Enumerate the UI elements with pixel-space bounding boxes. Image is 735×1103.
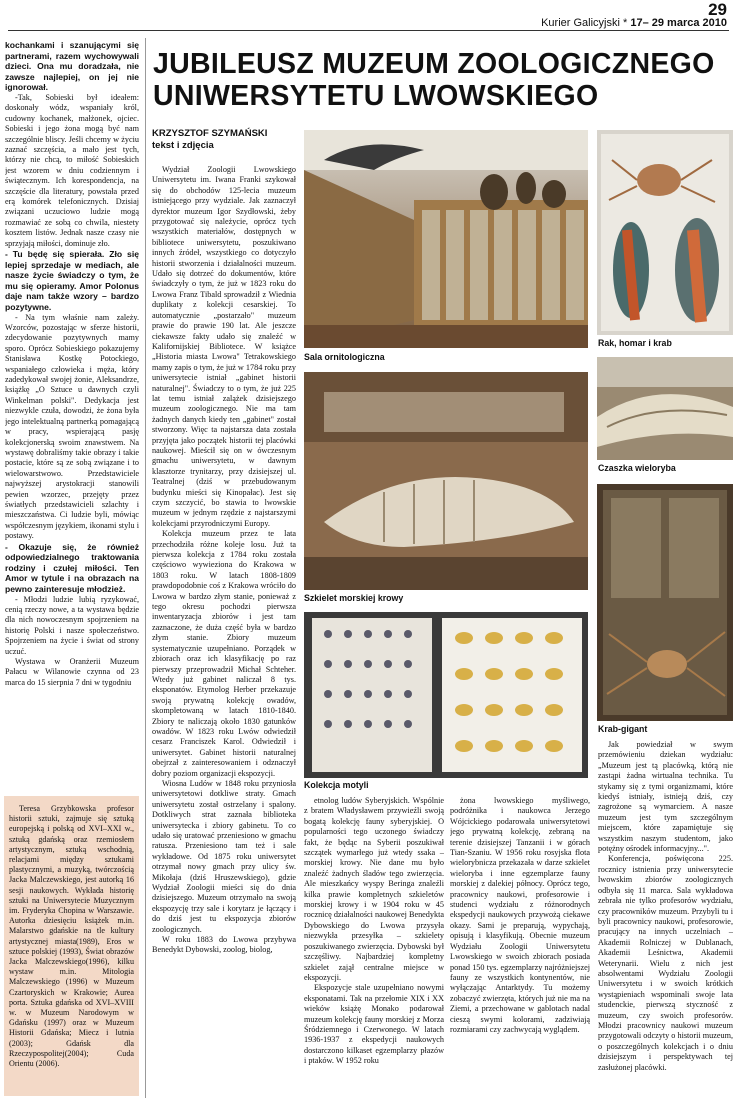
page-number: 29 bbox=[708, 0, 727, 19]
caption-butterflies: Kolekcja motyli bbox=[304, 780, 369, 790]
interview-answer: - Młodzi ludzie lubią ryzykować, cenią rzeczy nowe, a ta wystawa będzie dla nich nowoczesnym spojrzeniem na historię Polski i nasze społeczeństwo. Spojrzeniem na życie i świat od strony uczuć. bbox=[5, 594, 139, 656]
caption-ornithology: Sala ornitologiczna bbox=[304, 352, 385, 362]
running-header bbox=[541, 17, 727, 29]
interview-answer: -Tak, Sobieski był ideałem: doskonały wódz, wspaniały król, cudowny kochanek, małżonek, ojciec. Sobieski i jego żona mogą być nam szczególnie bliscy. Jeśli chcemy w życiu zaznać szczęścia, a mało jest tych, którzy nie chcą, to miłość Sobieskich jest wzorem w dniu codziennym i świątecznym. Ich korespondencja, na szczęście dla literatury, powstała przed erą komórek telefonicznych. Dzisiaj związani uczuciowo ludzie mogą rozmawiać ze sobą co chwila, niestety kosztem listów. Jednak nasze czasy nie sprzyjają miłości, dominuje zło. bbox=[5, 92, 139, 248]
article-column-1 bbox=[152, 165, 296, 1100]
caption-whale-skull: Czaszka wieloryba bbox=[598, 463, 676, 473]
article-title bbox=[153, 48, 733, 112]
exhibition-info: Wystawa w Oranżerii Muzeum Pałacu w Wilanowie czynna od 23 marca do 15 sierpnia 7 dni w tygodniu bbox=[5, 656, 139, 687]
article-column-3 bbox=[450, 796, 590, 1100]
photo-butterfly-collection bbox=[304, 612, 588, 778]
author-name: KRZYSZTOF SZYMAŃSKI bbox=[152, 128, 268, 139]
author-bio-text bbox=[9, 804, 134, 1092]
giant-crab-image bbox=[597, 484, 733, 721]
column-divider bbox=[145, 38, 146, 1098]
header-rule bbox=[8, 30, 729, 31]
butterfly-collection-image bbox=[304, 612, 588, 778]
interview-question: - Tu będę się spierała. Zło się lepiej sprzedaje w mediach, ale nasze życie świadczy o tym, że mu się opieramy. Amor Polonus daje nam także wzory – bardzo pozytywne. bbox=[5, 249, 139, 313]
issue-date: 17– 29 marca 2010 bbox=[630, 17, 727, 29]
article-paragraph: Jak powiedział w swym przemówieniu dziekan wydziału: „Muzeum jest tą placówką, którą nie zastąpi żadna wirtualna technika. Tu stykamy się z tymi organizmami, które kiedyś istniały, istnieją dziś, czy zagrożone są wymarciem. A nasze muzeum jest tym szczególnym miejscem, które zapamiętuje się wszystkim naszym studentom, jako potężny ośrodek informacyjny...". bbox=[598, 740, 733, 854]
photo-giant-crab bbox=[597, 484, 733, 721]
interview-question: - Okazuje się, że również odpowiedzialnego traktowania rodziny i czułej miłości. Ten Amor w tytule i na obrazach na pewno zainteresuje młodzież. bbox=[5, 541, 139, 594]
sea-cow-skeleton-image bbox=[304, 372, 588, 590]
left-column bbox=[5, 40, 139, 788]
caption-sea-cow: Szkielet morskiej krowy bbox=[304, 593, 404, 603]
article-paragraph: Wydział Zoologii Lwowskiego Uniwersytetu im. Iwana Franki szykował się do obchodów 125-lecia muzeum istniejącego przy wydziale. Jak zaznaczył dyrektor muzeum Igor Szydłowski, żeby przygotować się należycie, oprócz tych wszystkich materiałów, dostępnych w bibliotece uniwersytetu, poszukiwano innych źródeł, wszystkiego co dotyczyło historii stworzenia i działalności muzeum. Udało się dotrzeć do dokumentów, które świadczyły o tym, że już w 1823 roku do Lwowa Franz Tibald sprowadził z Wiednia duplikaty z kolekcji cesarskiej. To automatycznie „postarzało" muzeum prawie do prawie 190 lat. Ale jeszcze ciekawsze fakty udało się znaleźć w Kalifornijskiej Bibliotece. W książce „Historia miasta Lwowa" Tetrakowskiego mamy zapis o tym, że już w 1784 roku przy uniwersytecie istniał „gabinet historii naturalnej". Świadczy to o tym, że już 225 lat temu istniał zalążek dzisiejszego muzeum zoologicznego. Nie ma tam żadnych danych kiedy ten „gabinet" został stworzony. Więc ta najstarsza data została przyjęta jako początek historii tej placówki naukowej. Mieścił się on w ówczesnym gmachu uniwersytetu, w dawnym klasztorze trynitarzy, przy dzisiejszej ul. Teatralnej (dziś w przebudowanym budynku mieści się Kinopałac). Jest się czym szczycić, bo stawia to lwowskie muzeum w jednym rzędzie z najstarszymi kolekcjami przyrodniczymi Europy. bbox=[152, 165, 296, 528]
author-bio-paragraph: Teresa Grzybkowska profesor historii sztuki, zajmuje się sztuką europejską i polską od XVI–XXI w., sztuką gdańską oraz rzemiosłem artystycznym, sztuką wschodnią, relacjami między sztukami plastycznymi, a muzyką, twórczością Jacka Malczewskiego, jest autorką 16 sesji naukowych. Wykłada historię sztuki na Uniwersytecie Muzycznym im. Fryderyka Chopina w Warszawie. Autorka dziesięciu książek m.in. Malarstwo gdańskie na tle kultury artystycznej miasta(1989), Eros w sztuce polskiej (1993), Świat obrazów Jacka Malczewskiego(1996), kilku wystaw m.in. Mitologia Malczewskiego (1996) w Muzeum Czartoryskich w Krakowie; Aurea porta. Sztuka gdańska od XVI–XVIII w. w Muzeum Narodowym w Gdańsku (1997) oraz w Muzeum Historii Gdańska; Miecz i lutnia (2003); Gdańsk dla Rzeczypospolitej(2004); Cuda Orientu (2006). bbox=[9, 804, 134, 1069]
photo-ornithology-hall bbox=[304, 130, 588, 348]
caption-lobster: Rak, homar i krab bbox=[598, 338, 672, 348]
whale-skull-image bbox=[597, 357, 733, 460]
title-line-2: UNIWERSYTETU LWOWSKIEGO bbox=[153, 80, 599, 112]
author-role: tekst i zdjęcia bbox=[152, 140, 214, 151]
author-bio-box bbox=[4, 796, 139, 1096]
ornithology-hall-image bbox=[304, 130, 588, 348]
header-separator: * bbox=[619, 17, 631, 29]
article-paragraph: Ekspozycje stale uzupełniano nowymi eksponatami. Tak na przełomie XIX i XX wieków książę Monako podarował muzeum kolekcję fauny morskiej z Morza Śródziemnego i Czerwonego. W latach 1936-1937 z ekspedycji naukowych dostarczono kilkaset egzemplarzy płazów i ptaków. W 1952 roku bbox=[304, 983, 444, 1066]
caption-crab: Krab-gigant bbox=[598, 724, 648, 734]
interview-question: kochankami i szanującymi się partnerami, razem wychowywali dzieci. Ona mu doradzała, nie zawsze najlepiej, on jej nie ignorował. bbox=[5, 40, 139, 93]
article-paragraph: Kolekcja muzeum przez te lata przechodziła różne koleje losu. Już ta pierwsza kolekcja z 1784 roku została częściowo wywieziona do Krakowa w 1803 roku. W latach 1808-1809 prawdopodobnie coś z Krakowa wróciło do Lwowa w bardzo złym stanie, ponieważ z tego okresu pochodzi pierwsza inwentaryzacja zbiorów i jest tam zaznaczone, że duża część była w bardzo złym stanie. Zbiory muzeum systematycznie uzupełniano. Porządek w zbiorach oraz ich klasyfikację po raz pierwszy przeprowadził Michał Schteher. Wtedy już gabinet naliczał 8 tys. eksponatów. Etymolog Herber przekazuje swoją prywatną kolekcję owadów, skompletowaną w latach 1810-1840. Zbiory te naliczają około 1830 gatunków owadów. W 1823 roku Lwów odwiedził cesarz Franciszek Karol. Odwiedził i uniwersytet. Gabinet historii naturalnej obejrzał z zainteresowaniem i odznaczył dobry poziom organizacji ekspozycji. bbox=[152, 529, 296, 778]
article-paragraph: W roku 1883 do Lwowa przybywa Benedykt Dybowski, zoolog, biolog, bbox=[152, 935, 296, 955]
article-paragraph: Konferencja, poświęcona 225. rocznicy istnienia przy uniwersytecie lwowskim zbiorów zoologicznych odbyła się 11 marca. Sala wykładowa zebrała nie tylko profesorów wydziału, czy pracowników muzeum. Przybyli tu i byli pracownicy naukowi, profesorowie, pracujący na innych uczelniach – Akademii Rolniczej w Dublanach, Akademii Leśnictwa, Akademii Weterynarii. Wielu z nich jest absolwentami Wydziału Zoologii Uniwersytetu i w swoich krótkich wystąpieniach wspominali swoje lata studenckie, pierwszą styczność z muzeum, czy swoich profesorów. Młodzi pracownicy naukowi muzeum przygotowali odczyty o historii muzeum, o poszczególnych kolekcjach i o dniu dzisiejszym i perspektywach tej zasłużonej placówki. bbox=[598, 854, 733, 1072]
photo-lobster-crab bbox=[597, 130, 733, 335]
photo-sea-cow-skeleton bbox=[304, 372, 588, 590]
article-paragraph: żona lwowskiego myśliwego, podróżnika i naukowca Jerzego Wójcickiego podarowała uniwersytetowi jego prywatną kolekcję, zebraną na terenie dzisiejszej Tanzanii i w górach Tian-Szaniu. W 1956 roku rosyjska flota wielorybnicza przekazała w darze szkielet wieloryba i inne egzemplarze fauny morskiej z dalekiej północy. Oprócz tego, pracownicy naukowi, profesorowie i studenci wydziału z różnorodnych ekspedycji naukowych przywożą ciekawe okazy. Sami je preparują, wypychają, opisują i klasyfikują. Obecnie muzeum Wydziału Zoologii Uniwersytetu Lwowskiego w swoich zbiorach posiada ponad 150 tys. egzemplarzy najróżniejszej fauny ze wszystkich kontynentów, nie wyłączając Antarktydy. Tu możemy zobaczyć zwierzęta, których już nie ma na Ziemi, a przechowane w gablotach nadal cieszą swymi kolorami, zadziwiają rozmiarami czy zachwycają wyglądem. bbox=[450, 796, 590, 1034]
article-paragraph: etnolog ludów Syberyjskich. Wspólnie z bratem Władysławem przywieźli swoją bogatą kolekcję fauny syberyjskiej. O popularności tego uczonego świadczy fakt, że będąc na Syberii poszukiwał szczątek wymarłego już wtedy ssaka – morskiej krowy. Nie dane mu było znaleźć żadnych śladów tego zwierzęcia. Ale mieszkańcy wyspy Beringa znaleźli kilka prawie kompletnych szkieletów morskiej krowy i w 1904 roku w 45 rocznicę działalności naukowej Benedykta Dybowskiego do Lwowa przysyła niezwykła przesyłka – szkielety poszukiwanego zwierzęcia. Dybowski był szczęśliwy. Najbardziej kompletny szkielet zajął centralne miejsce w ekspozycji. bbox=[304, 796, 444, 982]
lobster-crab-image bbox=[597, 130, 733, 335]
publication-name: Kurier Galicyjski bbox=[541, 17, 620, 29]
photo-whale-skull bbox=[597, 357, 733, 460]
interview-answer: - Na tym właśnie nam zależy. Wzorców, pozostając w sferze historii, zdecydowanie pozytywnych mamy sporo. Oprócz Sobieskiego pokazujemy Stanisława Kostkę Potockiego, wspaniałego człowieka i męża, który zadedykował swojej żonie, Aleksandrze, książkę „O Sztuce u dawnych czyli Winkelman polski". Dedykacja jest niezwykle czuła, dowodzi, że żona była jego intelektualną partnerką pomagającą w pracy, wspierającą pasję kolekcjonerską swoim znawstwem. Na wystawę dobraliśmy takie obrazy i takie postacie, które są ze sobą związane i to wielowarstwowo. Przedstawiciele najwyższej arystokracji stanowili pewien wzorzec, przejęty przez światłych przedstawicieli szlachty i mieszczaństwa. Ci ludzie byli, mówiąc współczesnym językiem, ikonami stylu i postawy. bbox=[5, 312, 139, 541]
article-column-4 bbox=[598, 740, 733, 1100]
byline bbox=[152, 128, 267, 152]
article-paragraph: Wiosna Ludów w 1848 roku przyniosła uniwersytetowi dotkliwe straty. Gmach uniwersytetu został ostrzelany i spalony. Dotkliwych strat zaznała biblioteka uniwersytecka i zbiory gabinetu. To co udało się uratować przeniesiono w gmachu ratusza. Przeniesiono tam też i sale wykładowe. Od 1875 roku uniwersytet otrzymał nowy gmach przy ulicy św. Mikołaja (dziś Hruszewskiego), gdzie Wydział Zoologii mieści się do dnia dzisiejszego. Muzeum otrzymało na swoją ekspozycję trzy sale i korytarz je łączący i do dziś jest tu ekspozycja zbiorów zoologicznych. bbox=[152, 778, 296, 934]
article-column-2 bbox=[304, 796, 444, 1100]
title-line-1: JUBILEUSZ MUZEUM ZOOLOGICZNEGO bbox=[153, 48, 715, 80]
